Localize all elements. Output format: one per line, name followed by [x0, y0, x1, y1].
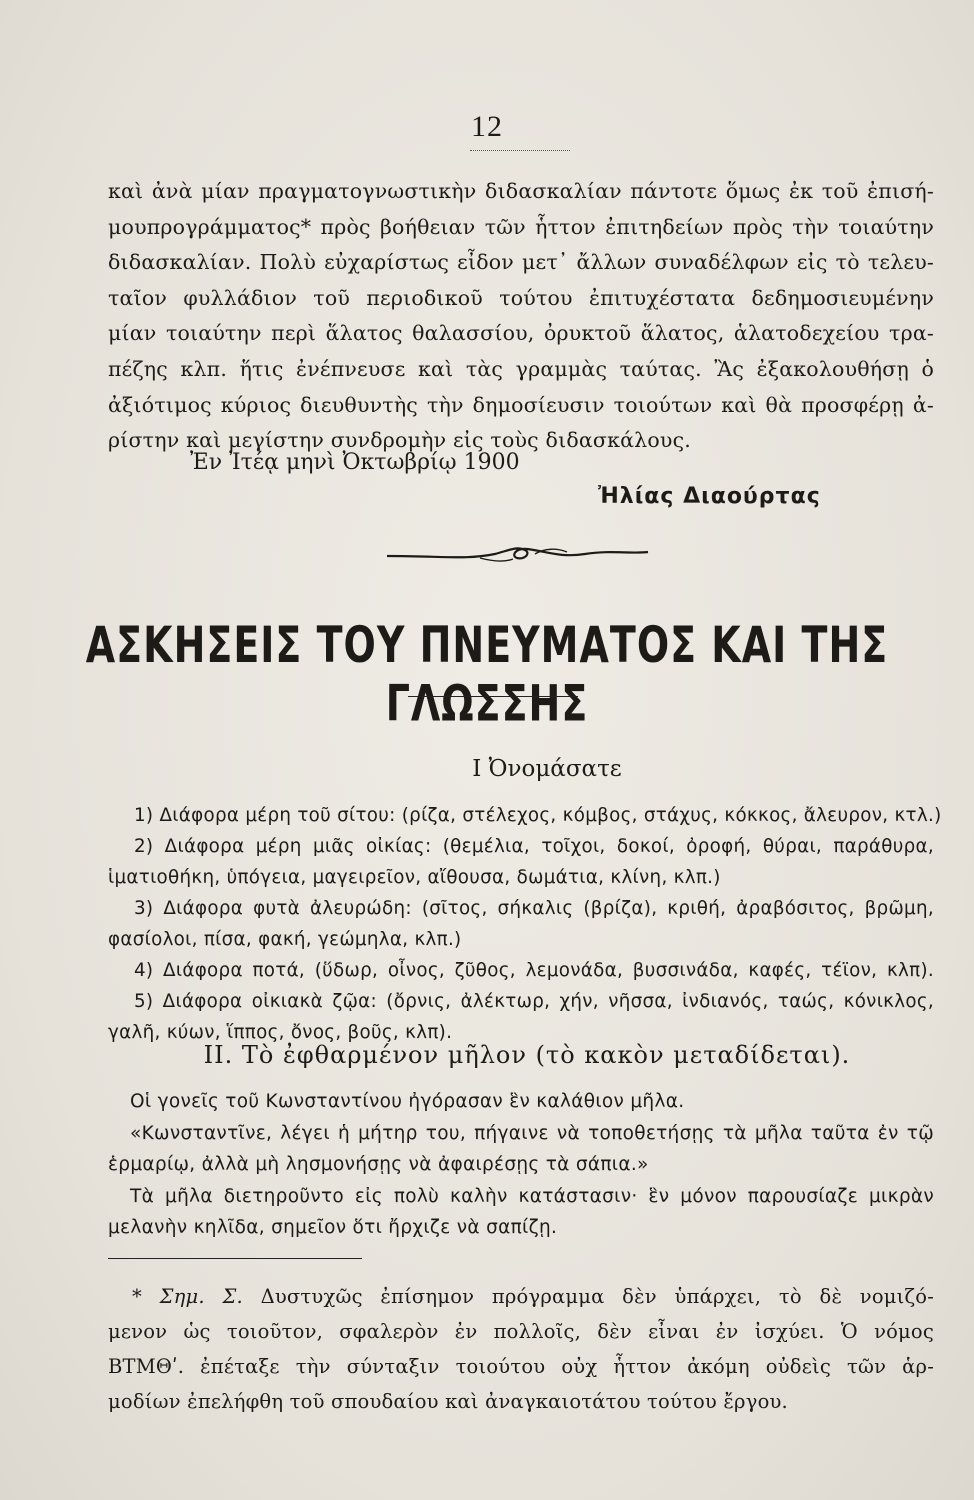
text-line: μενον ὡς τοιοῦτον, σφαλερὸν ἐν πολλοῖς, δὲν εἶναι ἐν ἰσχύει. Ὁ νόμος [108, 1320, 934, 1343]
footnote-marker: * [132, 1285, 142, 1308]
text-line: ἑρμαρίῳ, ἀλλὰ μὴ λησμονήσῃς νὰ ἀφαιρέσῃς τὰ σάπια.» [108, 1154, 649, 1175]
text-line: διδασκαλίαν. Πολὺ εὐχαρίστως εἶδον μετ᾽ ἄλλων συναδέλφων εἰς τὸ τελευ- [108, 250, 934, 275]
text-line: ταῖον φυλλάδιον τοῦ περιοδικοῦ τούτου ἐπιτυχέστατα δεδημοσιευμένην [108, 285, 934, 310]
list-item: 3) Διάφορα φυτὰ ἀλευρώδη: (σῖτος, σήκαλις (βρίζα), κριθή, ἀραβόσιτος, βρῶμη, [134, 898, 934, 919]
list-item: 1) Διάφορα μέρη τοῦ σίτου: (ρίζα, στέλεχος, κόμβος, στάχυς, κόκκος, ἄλευρον, κτλ.) [134, 805, 942, 826]
footnote-rule [108, 1258, 362, 1259]
list-item: 4) Διάφορα ποτά, (ὕδωρ, οἶνος, ζῦθος, λεμονάδα, βυσσινάδα, καφές, τέϊον, κλπ). [134, 960, 934, 981]
intro-paragraph [108, 174, 934, 459]
main-title: ΑΣΚΗΣΕΙΣ ΤΟΥ ΠΝΕΥΜΑΤΟΣ ΚΑΙ ΤΗΣ ΓΛΩΣΣΗΣ [85, 616, 889, 733]
dateline: Ἐν Ἰτέᾳ μηνὶ Ὀκτωβρίῳ 1900 [190, 450, 520, 475]
text-line: πέζης κλπ. ἥτις ἐνέπνευσε καὶ τὰς γραμμὰς ταύτας. Ἂς ἐξακολουθήσῃ ὁ [108, 356, 934, 381]
section-heading: Ι Ὀνομάσατε [472, 756, 622, 782]
footnote [108, 1279, 934, 1419]
text-line: μοδίων ἐπελήφθη τοῦ σπουδαίου καὶ ἀναγκαιοτάτου τούτου ἔργου. [108, 1390, 788, 1413]
signature: Ἠλίας Διαούρτας [598, 484, 821, 509]
list-item-continuation: γαλῆ, κύων, ἵππος, ὄνος, βοῦς, κλπ). [108, 1022, 453, 1043]
footnote-first-line [108, 1279, 934, 1314]
text-line: ρίστην καὶ μεγίστην συνδρομὴν εἰς τοὺς διδασκάλους. [108, 428, 691, 453]
ornament-divider [385, 540, 650, 570]
list-item: 2) Διάφορα μέρη μιᾶς οἰκίας: (θεμέλια, τοῖχοι, δοκοί, ὀροφή, θύραι, παράθυρα, [134, 836, 934, 857]
page-number: 12 [471, 110, 503, 143]
text-line: ἀξιότιμος κύριος διευθυντὴς τὴν δημοσίευσιν τοιούτων καὶ θὰ προσφέρῃ ἀ- [108, 392, 934, 417]
text-line: «Κωνσταντῖνε, λέγει ἡ μήτηρ του, πήγαινε νὰ τοποθετήσῃς τὰ μῆλα ταῦτα ἐν τῷ [130, 1122, 934, 1144]
text-line: μελανὴν κηλῖδα, σημεῖον ὅτι ἤρχιζε νὰ σαπίζῃ. [108, 1217, 558, 1238]
text-line: μουπρογράμματος* πρὸς βοήθειαν τῶν ἧττον ἐπιτηδείων πρὸς τὴν τοιαύτην [108, 214, 934, 239]
text-line: Οἱ γονεῖς τοῦ Κωνσταντίνου ἠγόρασαν ἓν καλάθιον μῆλα. [130, 1091, 685, 1112]
list-item-continuation: φασίολοι, πίσα, φακή, γεώμηλα, κλπ.) [108, 929, 462, 950]
title-rule [408, 696, 578, 697]
text-line: μίαν τοιαύτην περὶ ἅλατος θαλασσίου, ὀρυκτοῦ ἅλατος, ἁλατοδεχείου τρα- [108, 321, 934, 346]
text-line: καὶ ἀνὰ μίαν πραγματογνωστικὴν διδασκαλίαν πάντοτε ὅμως ἐκ τοῦ ἐπισή- [108, 179, 934, 203]
list-item: 5) Διάφορα οἰκιακὰ ζῷα: (ὄρνις, ἀλέκτωρ, χήν, νῆσσα, ἰνδιανός, ταώς, κόνικλος, [134, 991, 934, 1012]
story-paragraph [108, 1086, 934, 1244]
footnote-text: Δυστυχῶς ἐπίσημον πρόγραμμα δὲν ὑπάρχει, τὸ δὲ νομιζό- [260, 1285, 935, 1308]
text-line: ΒΤΜΘʹ. ἐπέταξε τὴν σύνταξιν τοιούτου οὐχ ἧττον ἀκόμη οὐδεὶς τῶν ἁρ- [108, 1355, 934, 1378]
list-item-continuation: ἱματιοθήκη, ὑπόγεια, μαγειρεῖον, αἴθουσα, δωμάτια, κλίνη, κλπ.) [108, 867, 721, 888]
section-heading: ΙΙ. Τὸ ἐφθαρμένον μῆλον (τὸ κακὸν μεταδίδεται). [203, 1041, 851, 1069]
footnote-label: Σημ. Σ. [159, 1285, 243, 1308]
page-number-rule [470, 150, 570, 151]
text-line: Τὰ μῆλα διετηροῦντο εἰς πολὺ καλὴν κατάστασιν· ἓν μόνον παρουσίαζε μικρὰν [130, 1185, 934, 1207]
exercise-list [108, 800, 942, 1048]
